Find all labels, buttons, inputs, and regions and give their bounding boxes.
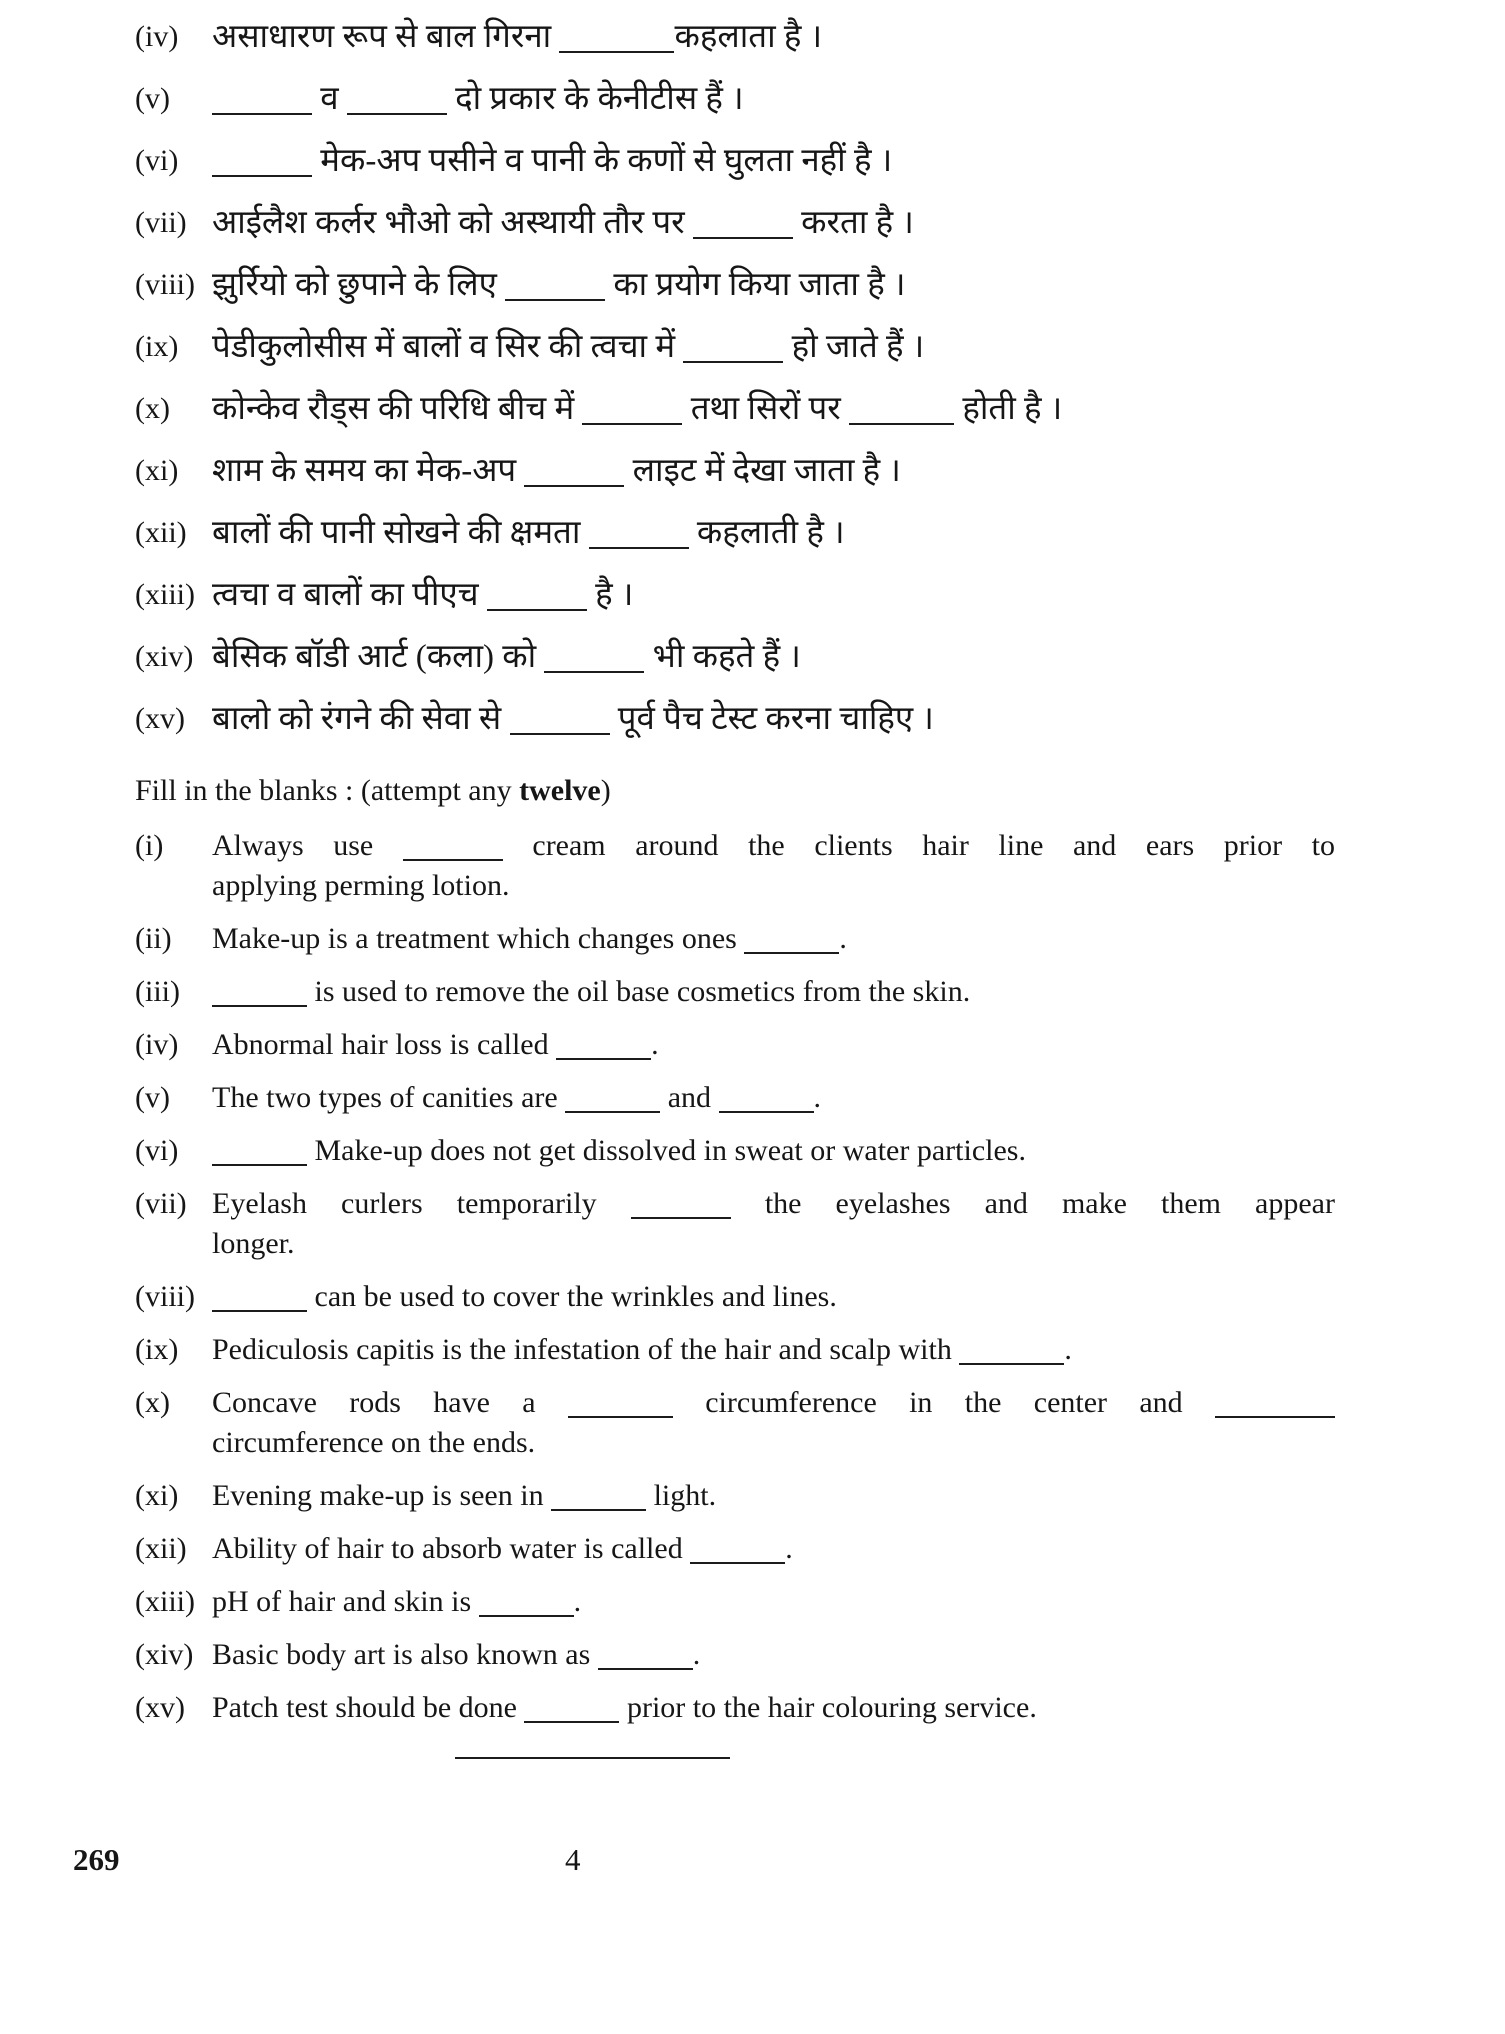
answer-blank <box>559 43 674 53</box>
question-text: Concave rods have a <box>212 1386 568 1419</box>
answer-blank <box>551 1501 646 1511</box>
question-text: कहलाती है । <box>688 515 845 551</box>
question-text: Ability of hair to absorb water is called <box>212 1532 691 1565</box>
question-body <box>212 386 1335 432</box>
question-text: prior to the hair colouring service. <box>619 1691 1037 1724</box>
question-body <box>212 76 1335 122</box>
question-number: (ii) <box>135 922 172 955</box>
answer-blank <box>556 1050 651 1060</box>
answer-blank <box>487 601 587 611</box>
question-body <box>212 1277 1335 1317</box>
question-item <box>135 138 1335 184</box>
heading-text-end: ) <box>600 774 611 807</box>
answer-blank <box>719 1103 814 1113</box>
question-text: शाम के समय का मेक-अप <box>212 453 525 489</box>
question-item <box>135 572 1335 618</box>
question-item <box>135 1476 1335 1516</box>
question-line <box>212 1184 1335 1224</box>
question-line <box>212 572 1335 618</box>
question-number: (ix) <box>135 330 179 363</box>
question-text: . <box>839 922 847 955</box>
question-item <box>135 14 1335 60</box>
question-body <box>212 634 1335 680</box>
question-text: लाइट में देखा जाता है । <box>624 453 901 489</box>
question-text: applying perming lotion. <box>212 869 510 902</box>
question-line <box>212 76 1335 122</box>
question-number: (xi) <box>135 454 179 487</box>
question-item <box>135 696 1335 742</box>
question-body <box>212 1383 1335 1463</box>
answer-blank <box>598 1660 693 1670</box>
answer-blank <box>524 1713 619 1723</box>
question-text: Basic body art is also known as <box>212 1638 598 1671</box>
question-number: (xiv) <box>135 640 194 673</box>
question-line <box>212 1078 1335 1118</box>
question-item <box>135 1025 1335 1065</box>
question-item <box>135 1277 1335 1317</box>
question-number: (xii) <box>135 1532 187 1565</box>
question-item <box>135 972 1335 1012</box>
question-text: Evening make-up is seen in <box>212 1479 552 1512</box>
question-item <box>135 1529 1335 1569</box>
answer-blank <box>505 291 605 301</box>
question-text: तथा सिरों पर <box>682 391 850 427</box>
question-number: (v) <box>135 1081 170 1114</box>
question-number: (iv) <box>135 1028 179 1061</box>
question-text: दो प्रकार के केनीटीस हैं । <box>446 81 744 117</box>
question-text: का प्रयोग किया जाता है । <box>605 267 906 303</box>
answer-blank <box>849 415 954 425</box>
answer-blank <box>524 477 624 487</box>
question-line <box>212 1131 1335 1171</box>
question-text: त्वचा व बालों का पीएच <box>212 577 487 613</box>
question-body <box>212 826 1335 906</box>
question-body <box>212 1476 1335 1516</box>
question-text: The two types of canities are <box>212 1081 566 1114</box>
question-line <box>212 1224 1335 1264</box>
question-line <box>212 826 1335 866</box>
heading-bold-word: twelve <box>519 774 601 807</box>
footer-page-number: 4 <box>565 1842 581 1877</box>
answer-blank <box>212 1156 307 1166</box>
question-number: (iii) <box>135 975 180 1008</box>
question-text: कोन्केव रौड्स की परिधि बीच में <box>212 391 583 427</box>
question-text: longer. <box>212 1227 295 1260</box>
question-text: . <box>651 1028 659 1061</box>
question-body <box>212 972 1335 1012</box>
question-number: (viii) <box>135 1280 195 1313</box>
question-body <box>212 1025 1335 1065</box>
question-text: is used to remove the oil base cosmetics from the skin. <box>307 975 971 1008</box>
question-text: बेसिक बॉडी आर्ट (कला) को <box>212 639 545 675</box>
question-item <box>135 448 1335 494</box>
question-text: पूर्व पैच टेस्ट करना चाहिए । <box>609 701 934 737</box>
question-line <box>212 138 1335 184</box>
page-content <box>135 14 1335 1741</box>
question-body <box>212 200 1335 246</box>
question-line <box>212 866 1335 906</box>
question-number: (xv) <box>135 1691 185 1724</box>
answer-blank <box>565 1103 660 1113</box>
question-line <box>212 1277 1335 1317</box>
question-body <box>212 1330 1335 1370</box>
question-item <box>135 1635 1335 1675</box>
question-line <box>212 972 1335 1012</box>
answer-blank <box>744 944 839 954</box>
question-item <box>135 1383 1335 1463</box>
question-text: and <box>660 1081 719 1114</box>
question-item <box>135 634 1335 680</box>
question-line <box>212 919 1335 959</box>
english-question-list <box>135 826 1335 1728</box>
question-item <box>135 826 1335 906</box>
answer-blank <box>212 105 312 115</box>
question-body <box>212 14 1335 60</box>
question-number: (xiii) <box>135 578 195 611</box>
question-text: . <box>573 1585 582 1618</box>
question-body <box>212 1184 1335 1264</box>
question-text: . <box>692 1638 701 1671</box>
question-item <box>135 200 1335 246</box>
question-text: Make-up does not get dissolved in sweat or water particles. <box>307 1134 1026 1167</box>
question-text: . <box>1064 1333 1072 1366</box>
answer-blank <box>959 1355 1064 1365</box>
question-line <box>212 1688 1335 1728</box>
question-item <box>135 919 1335 959</box>
question-text: cream around the clients hair line and ears prior to <box>502 829 1335 862</box>
question-line <box>212 1635 1335 1675</box>
question-text: . <box>785 1532 793 1565</box>
question-line <box>212 1330 1335 1370</box>
answer-blank <box>403 851 503 861</box>
question-number: (ix) <box>135 1333 179 1366</box>
question-body <box>212 572 1335 618</box>
question-item <box>135 76 1335 122</box>
question-text: can be used to cover the wrinkles and lines. <box>307 1280 837 1313</box>
question-body <box>212 696 1335 742</box>
question-text: भी कहते हैं । <box>644 639 801 675</box>
question-line <box>212 1476 1335 1516</box>
question-text: पेडीकुलोसीस में बालों व सिर की त्वचा में <box>212 329 684 365</box>
question-text: करता है । <box>792 205 914 241</box>
answer-blank <box>582 415 682 425</box>
question-number: (x) <box>135 392 170 425</box>
question-line <box>212 14 1335 60</box>
question-text: होती है । <box>954 391 1063 427</box>
question-number: (xiv) <box>135 1638 194 1671</box>
question-text: . <box>813 1081 822 1114</box>
question-number: (xv) <box>135 702 185 735</box>
question-number: (viii) <box>135 268 195 301</box>
question-line <box>212 510 1335 556</box>
question-line <box>212 386 1335 432</box>
answer-blank <box>589 539 689 549</box>
answer-blank <box>544 663 644 673</box>
question-item <box>135 262 1335 308</box>
question-line <box>212 634 1335 680</box>
answer-blank <box>212 167 312 177</box>
question-text: आईलैश कर्लर भौओ को अस्थायी तौर पर <box>212 205 693 241</box>
footer-paper-code: 269 <box>73 1842 120 1877</box>
answer-blank <box>683 353 783 363</box>
question-body <box>212 324 1335 370</box>
question-text: व <box>312 81 347 117</box>
question-text: Eyelash curlers temporarily <box>212 1187 631 1220</box>
question-text: बालो को रंगने की सेवा से <box>212 701 510 737</box>
question-text: झुर्रियो को छुपाने के लिए <box>212 267 506 303</box>
question-item <box>135 510 1335 556</box>
question-body <box>212 1688 1335 1728</box>
question-body <box>212 138 1335 184</box>
answer-blank <box>479 1607 574 1617</box>
question-body <box>212 1131 1335 1171</box>
answer-blank <box>212 1302 307 1312</box>
question-body <box>212 1529 1335 1569</box>
question-number: (vi) <box>135 144 179 177</box>
question-item <box>135 1131 1335 1171</box>
question-line <box>212 1383 1335 1423</box>
question-body <box>212 1582 1335 1622</box>
question-line <box>212 324 1335 370</box>
answer-blank <box>510 725 610 735</box>
question-line <box>212 1529 1335 1569</box>
question-text: the eyelashes and make them appear <box>730 1187 1335 1220</box>
question-text: circumference on the ends. <box>212 1426 536 1459</box>
question-text: Abnormal hair loss is called <box>212 1028 557 1061</box>
question-number: (xii) <box>135 516 187 549</box>
question-number: (i) <box>135 829 164 862</box>
question-text: circumference in the center and <box>672 1386 1215 1419</box>
end-of-paper-rule <box>455 1757 730 1759</box>
question-line <box>212 200 1335 246</box>
question-item <box>135 1078 1335 1118</box>
question-body <box>212 1635 1335 1675</box>
answer-blank <box>347 105 447 115</box>
question-number: (x) <box>135 1386 170 1419</box>
question-item <box>135 1330 1335 1370</box>
question-number: (vi) <box>135 1134 179 1167</box>
question-number: (iv) <box>135 20 179 53</box>
question-line <box>212 1582 1335 1622</box>
question-text: Make-up is a treatment which changes ones <box>212 922 745 955</box>
question-text: light. <box>646 1479 717 1512</box>
question-number: (xiii) <box>135 1585 195 1618</box>
answer-blank <box>1215 1408 1335 1418</box>
question-text: Pediculosis capitis is the infestation of the hair and scalp with <box>212 1333 960 1366</box>
hindi-question-list <box>135 14 1335 742</box>
answer-blank <box>693 229 793 239</box>
question-line <box>212 262 1335 308</box>
question-item <box>135 1582 1335 1622</box>
section-heading <box>135 768 1335 814</box>
question-body <box>212 448 1335 494</box>
question-body <box>212 1078 1335 1118</box>
question-line <box>212 1025 1335 1065</box>
question-line <box>212 1423 1335 1463</box>
question-body <box>212 919 1335 959</box>
question-item <box>135 1184 1335 1264</box>
question-text: असाधारण रूप से बाल गिरना <box>212 19 560 55</box>
question-item <box>135 324 1335 370</box>
question-text: Always use <box>212 829 403 862</box>
question-line <box>212 696 1335 742</box>
question-text: pH of hair and skin is <box>212 1585 479 1618</box>
heading-text: Fill in the blanks : (attempt any <box>135 774 520 807</box>
question-number: (xi) <box>135 1479 179 1512</box>
question-body <box>212 510 1335 556</box>
answer-blank <box>690 1554 785 1564</box>
question-text: है । <box>586 577 634 613</box>
question-body <box>212 262 1335 308</box>
question-number: (v) <box>135 82 170 115</box>
question-text: Patch test should be done <box>212 1691 525 1724</box>
answer-blank <box>631 1209 731 1219</box>
question-text: बालों की पानी सोखने की क्षमता <box>212 515 589 551</box>
question-number: (vii) <box>135 1187 187 1220</box>
question-number: (vii) <box>135 206 187 239</box>
question-text: हो जाते हैं । <box>783 329 925 365</box>
question-item <box>135 1688 1335 1728</box>
answer-blank <box>568 1408 673 1418</box>
question-item <box>135 386 1335 432</box>
answer-blank <box>212 997 307 1007</box>
question-text: कहलाता है । <box>674 19 823 55</box>
question-text: मेक-अप पसीने व पानी के कणों से घुलता नहीं है । <box>312 143 893 179</box>
question-line <box>212 448 1335 494</box>
